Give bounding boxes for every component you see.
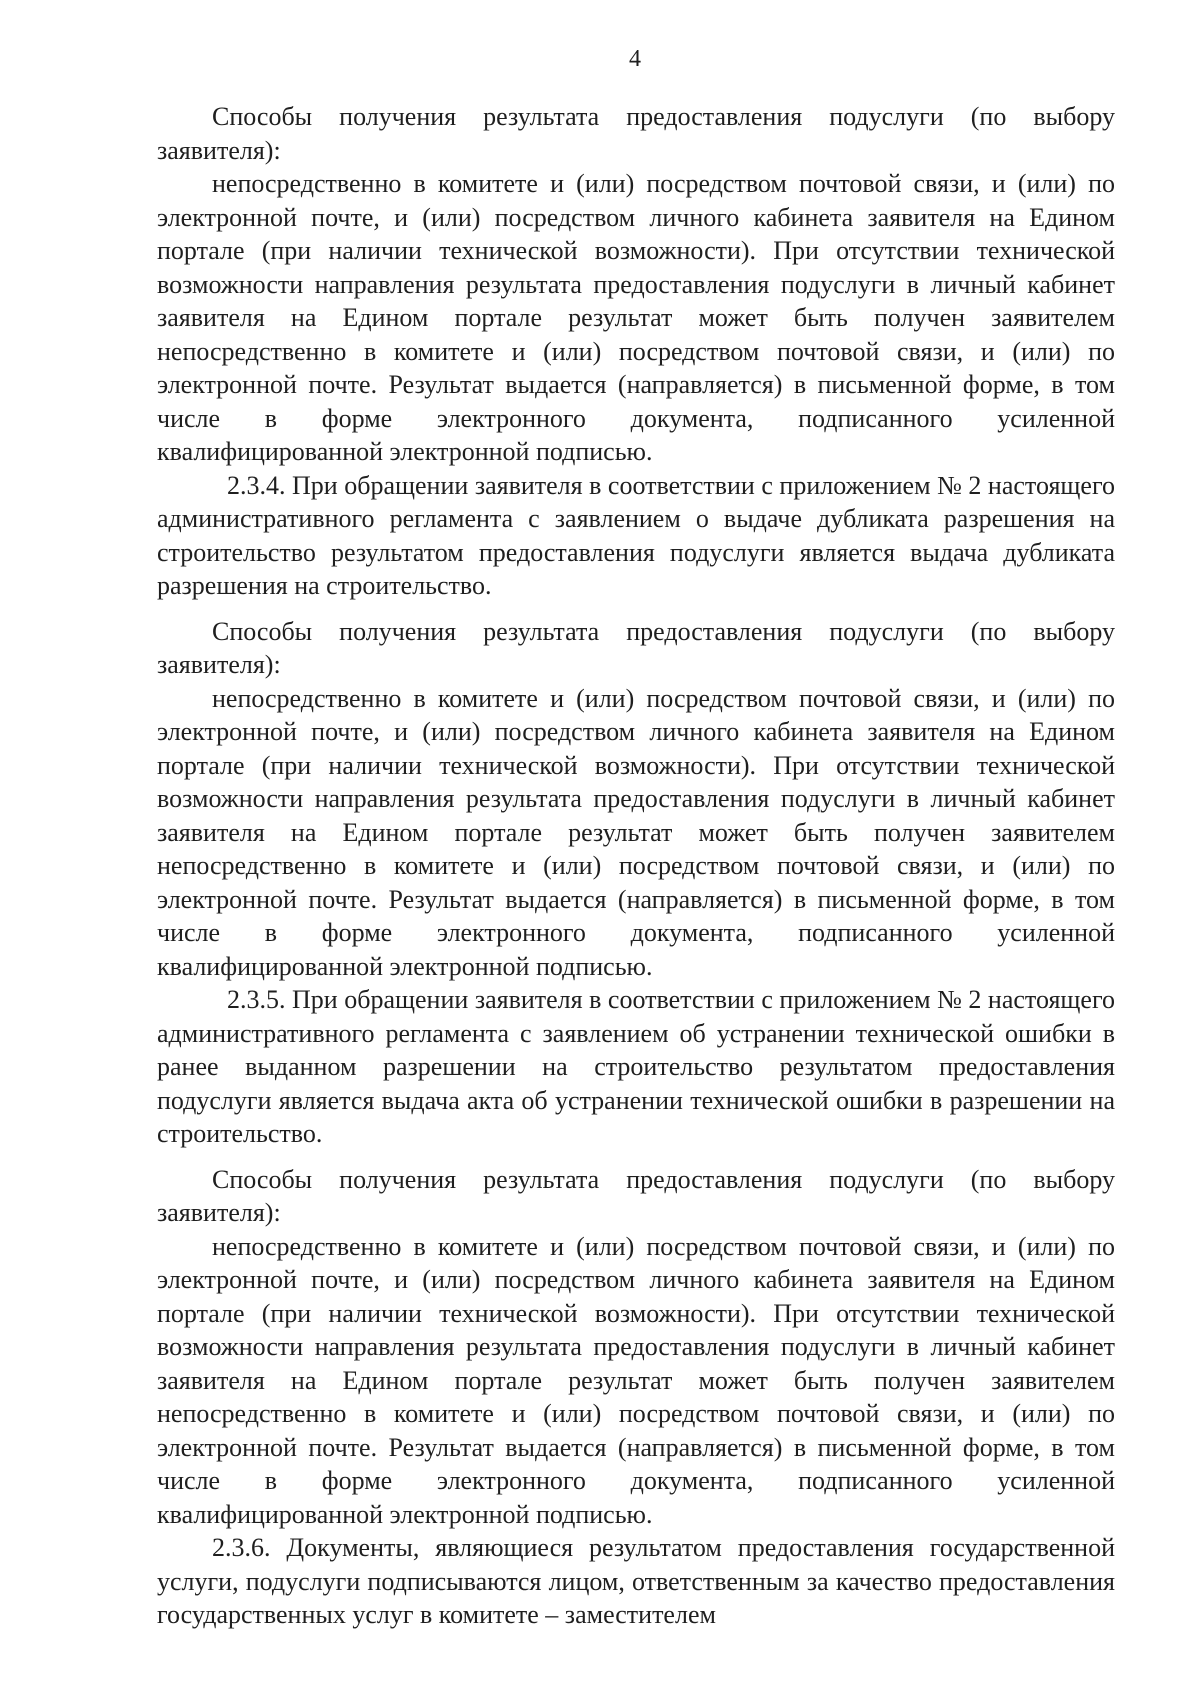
paragraph-delivery-methods-heading: Способы получения результата предоставления подуслуги (по выбору заявителя):	[157, 102, 1115, 165]
document-body	[157, 100, 1115, 1632]
paragraph-delivery-methods: непосредственно в комитете и (или) посредством почтовой связи, и (или) по электронной почте, и (или) посредством личного кабинета заявителя на Едином портале (при наличии технической возможности). При отсутствии технической возможности направления результата предоставления подуслуги в личный кабинет заявителя на Едином портале результат может быть получен заявителем непосредственно в комитете и (или) посредством почтовой связи, и (или) по электронной почте. Результат выдается (направляется) в письменной форме, в том числе в форме электронного документа, подписанного усиленной квалифицированной электронной подписью.	[157, 1231, 1115, 1529]
page-number: 4	[629, 46, 641, 72]
paragraph-2-3-6: 2.3.6. Документы, являющиеся результатом предоставления государственной услуги, подуслуги подписываются лицом, ответственным за качество предоставления государственных услуг в комитете – заместителем	[157, 1533, 1115, 1629]
paragraph-delivery-methods: непосредственно в комитете и (или) посредством почтовой связи, и (или) по электронной почте, и (или) посредством личного кабинета заявителя на Едином портале (при наличии технической возможности). При отсутствии технической возможности направления результата предоставления подуслуги в личный кабинет заявителя на Едином портале результат может быть получен заявителем непосредственно в комитете и (или) посредством почтовой связи, и (или) по электронной почте. Результат выдается (направляется) в письменной форме, в том числе в форме электронного документа, подписанного усиленной квалифицированной электронной подписью.	[157, 169, 1115, 466]
paragraph-delivery-methods: непосредственно в комитете и (или) посредством почтовой связи, и (или) по электронной почте, и (или) посредством личного кабинета заявителя на Едином портале (при наличии технической возможности). При отсутствии технической возможности направления результата предоставления подуслуги в личный кабинет заявителя на Едином портале результат может быть получен заявителем непосредственно в комитете и (или) посредством почтовой связи, и (или) по электронной почте. Результат выдается (направляется) в письменной форме, в том числе в форме электронного документа, подписанного усиленной квалифицированной электронной подписью.	[157, 683, 1115, 981]
paragraph-2-3-5: 2.3.5. При обращении заявителя в соответствии с приложением № 2 настоящего административного регламента с заявлением об устранении технической ошибки в ранее выданном разрешении на строительство результатом предоставления подуслуги является выдача акта об устранении технической ошибки в разрешении на строительство.	[157, 985, 1115, 1148]
paragraph-delivery-methods-heading: Способы получения результата предоставления подуслуги (по выбору заявителя):	[157, 1164, 1115, 1227]
paragraph-2-3-4: 2.3.4. При обращении заявителя в соответствии с приложением № 2 настоящего административного регламента с заявлением о выдаче дубликата разрешения на строительство результатом предоставления подуслуги является выдача дубликата разрешения на строительство.	[157, 470, 1115, 600]
paragraph-delivery-methods-heading: Способы получения результата предоставления подуслуги (по выбору заявителя):	[157, 616, 1115, 679]
